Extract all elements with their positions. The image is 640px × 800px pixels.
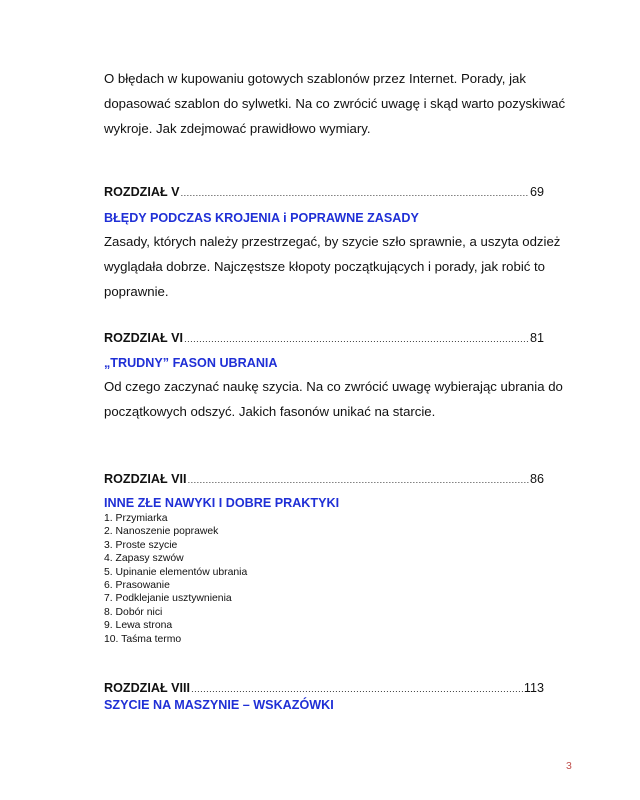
list-item: 7. Podklejanie usztywnienia <box>104 593 232 605</box>
description-line: poprawnie. <box>104 284 169 299</box>
list-item: 5. Upinanie elementów ubrania <box>104 566 248 578</box>
chapter-description <box>104 374 563 424</box>
list-item: 9. Lewa strona <box>104 620 173 632</box>
toc-entry-label: ROZDZIAŁ VIII <box>104 681 191 695</box>
intro-line: O błędach w kupowaniu gotowych szablonów przez Internet. Porady, jak <box>104 71 526 86</box>
list-item: 4. Zapasy szwów <box>104 553 184 565</box>
toc-entry-rozdzial-vii <box>104 471 544 488</box>
list-item: 1. Przymiarka <box>104 513 168 524</box>
toc-entry-rozdzial-v <box>104 184 544 201</box>
chapter-title: INNE ZŁE NAWYKI I DOBRE PRAKTYKI <box>104 496 340 510</box>
description-line: wyglądała dobrze. Najczęstsze kłopoty początkujących i porady, jak robić to <box>104 259 546 274</box>
toc-entry-rozdzial-viii <box>104 680 544 697</box>
toc-entry-label: ROZDZIAŁ VII <box>104 472 187 486</box>
intro-paragraph <box>104 66 566 141</box>
toc-entry-page: 81 <box>529 331 544 345</box>
toc-entry-page: 69 <box>529 185 544 199</box>
toc-entry-page: 86 <box>529 472 544 486</box>
description-line: początkowych odszyć. Jakich fasonów unikać na starcie. <box>104 404 436 419</box>
chapter-title: „TRUDNY” FASON UBRANIA <box>104 356 278 370</box>
toc-entry-label: ROZDZIAŁ VI <box>104 331 184 345</box>
list-item: 6. Prasowanie <box>104 580 170 592</box>
toc-leader-dots <box>181 185 529 201</box>
toc-entry-label: ROZDZIAŁ V <box>104 185 180 199</box>
toc-leader-dots <box>184 331 529 347</box>
chapter-description <box>104 229 561 304</box>
toc-leader-dots <box>188 472 529 488</box>
toc-entry-rozdzial-vi <box>104 330 544 347</box>
chapter-title: SZYCIE NA MASZYNIE – WSKAZÓWKI <box>104 698 334 712</box>
list-item: 8. Dobór nici <box>104 606 163 618</box>
description-line: Zasady, których należy przestrzegać, by szycie szło sprawnie, a uszyta odzież <box>104 234 561 249</box>
chapter-title: BŁĘDY PODCZAS KROJENIA i POPRAWNE ZASADY <box>104 211 419 225</box>
list-item: 3. Proste szycie <box>104 539 178 551</box>
toc-leader-dots <box>191 681 523 697</box>
description-line: Od czego zaczynać naukę szycia. Na co zwrócić uwagę wybierając ubrania do <box>104 379 563 394</box>
topic-list <box>104 512 247 646</box>
toc-entry-page: 113 <box>523 681 544 695</box>
list-item: 2. Nanoszenie poprawek <box>104 526 219 538</box>
intro-line: wykroje. Jak zdejmować prawidłowo wymiary. <box>104 121 371 136</box>
page-number: 3 <box>566 760 572 772</box>
list-item: 10. Taśma termo <box>104 633 182 645</box>
intro-line: dopasować szablon do sylwetki. Na co zwrócić uwagę i skąd warto pozyskiwać <box>104 96 566 111</box>
